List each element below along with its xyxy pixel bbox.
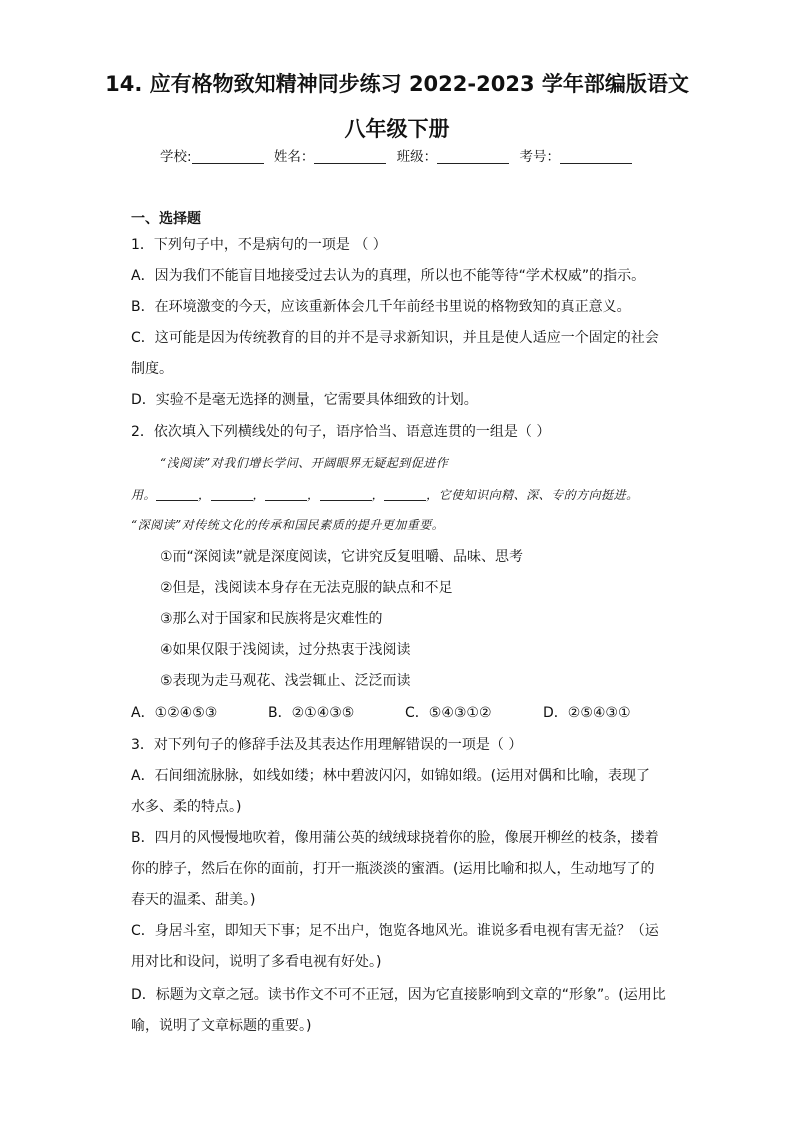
- q2-blank-1[interactable]: [156, 488, 198, 501]
- q2-passage-end: ，它使知识向精、深、专的方向挺进。: [426, 488, 639, 502]
- number-label: 考号：: [519, 149, 560, 165]
- q3-option-d-cont: 喻，说明了文章标题的重要。): [131, 1018, 312, 1034]
- q2-option-b[interactable]: B．②①④③⑤: [268, 705, 355, 721]
- q1-option-c-cont: 制度。: [131, 361, 173, 377]
- q2-option-c[interactable]: C．⑤④③①②: [405, 705, 492, 721]
- q3-option-b-cont: 你的脖子，然后在你的面前，打开一瓶淡淡的蜜酒。(运用比喻和拟人，生动地写了的: [131, 861, 655, 877]
- q2-passage-start: 用。: [131, 488, 157, 502]
- student-info-row: [0, 145, 794, 165]
- q3-option-a: A．石间细流脉脉，如线如缕；林中碧波闪闪，如锦如缎。(运用对偶和比喻，表现了: [131, 768, 651, 784]
- school-label: 学校:: [160, 149, 192, 165]
- q2-item: ⑤表现为走马观花、浅尝辄止、泛泛而读: [160, 673, 411, 689]
- q1-stem: 1．下列句子中，不是病句的一项是 （ ）: [131, 237, 387, 253]
- class-blank[interactable]: [437, 149, 509, 164]
- q2-options: [131, 702, 631, 722]
- name-label: 姓名：: [273, 149, 315, 165]
- q2-blank-5[interactable]: [384, 488, 426, 501]
- q1-option-b: B．在环境激变的今天，应该重新体会几千年前经书里说的格物致知的真正意义。: [131, 299, 631, 315]
- q2-passage-line1: “浅阅读”对我们增长学问、开阔眼界无疑起到促进作: [160, 456, 449, 470]
- q2-blank-4[interactable]: [320, 488, 372, 501]
- number-blank[interactable]: [560, 149, 632, 164]
- q1-option-a: A．因为我们不能盲目地接受过去认为的真理，所以也不能等待“学术权威”的指示。: [131, 268, 646, 284]
- q3-option-b: B．四月的风慢慢地吹着，像用蒲公英的绒绒球挠着你的脸，像展开柳丝的枝条，搂着: [131, 830, 659, 846]
- class-label: 班级：: [396, 149, 438, 165]
- q2-item: ②但是，浅阅读本身存在无法克服的缺点和不足: [160, 580, 453, 596]
- q3-option-c: C．身居斗室，即知天下事；足不出户，饱览各地风光。谁说多看电视有害无益？（运: [131, 923, 659, 939]
- q2-blank-2[interactable]: [211, 488, 253, 501]
- q3-option-a-cont: 水多、柔的特点。): [131, 799, 242, 815]
- page-title: 14. 应有格物致知精神同步练习 2022-2023 学年部编版语文: [105, 72, 689, 96]
- school-blank[interactable]: [192, 149, 264, 164]
- section-heading: 一、选择题: [131, 211, 201, 227]
- q2-item: ③那么对于国家和民族将是灾难性的: [160, 611, 383, 627]
- q1-option-d: D．实验不是毫无选择的测量，它需要具体细致的计划。: [131, 392, 478, 408]
- q3-option-b-cont: 春天的温柔、甜美。): [131, 892, 256, 908]
- q2-item: ④如果仅限于浅阅读，过分热衷于浅阅读: [160, 642, 411, 658]
- q2-passage-line3: “深阅读”对传统文化的传承和国民素质的提升更加重要。: [131, 518, 445, 532]
- q2-passage-line2: 用。 ， ， ， ， ，它使知识向精、深、专的方向挺进。: [131, 488, 639, 502]
- name-blank[interactable]: [314, 149, 386, 164]
- q3-stem: 3．对下列句子的修辞手法及其表达作用理解错误的一项是（ ）: [131, 737, 523, 753]
- q2-stem: 2．依次填入下列横线处的句子，语序恰当、语意连贯的一组是（ ）: [131, 424, 551, 440]
- q2-option-a[interactable]: A．①②④⑤③: [131, 705, 218, 721]
- q2-item: ①而“深阅读”就是深度阅读，它讲究反复咀嚼、品味、思考: [160, 549, 524, 565]
- q3-option-d: D．标题为文章之冠。读书作文不可不正冠，因为它直接影响到文章的“形象”。(运用比: [131, 987, 666, 1003]
- page-subtitle: 八年级下册: [344, 117, 450, 141]
- q2-blank-3[interactable]: [265, 488, 307, 501]
- q2-option-d[interactable]: D．②⑤④③①: [543, 705, 631, 721]
- q3-option-c-cont: 用对比和设问，说明了多看电视有好处。): [131, 954, 382, 970]
- q1-option-c: C．这可能是因为传统教育的目的并不是寻求新知识，并且是使人适应一个固定的社会: [131, 330, 659, 346]
